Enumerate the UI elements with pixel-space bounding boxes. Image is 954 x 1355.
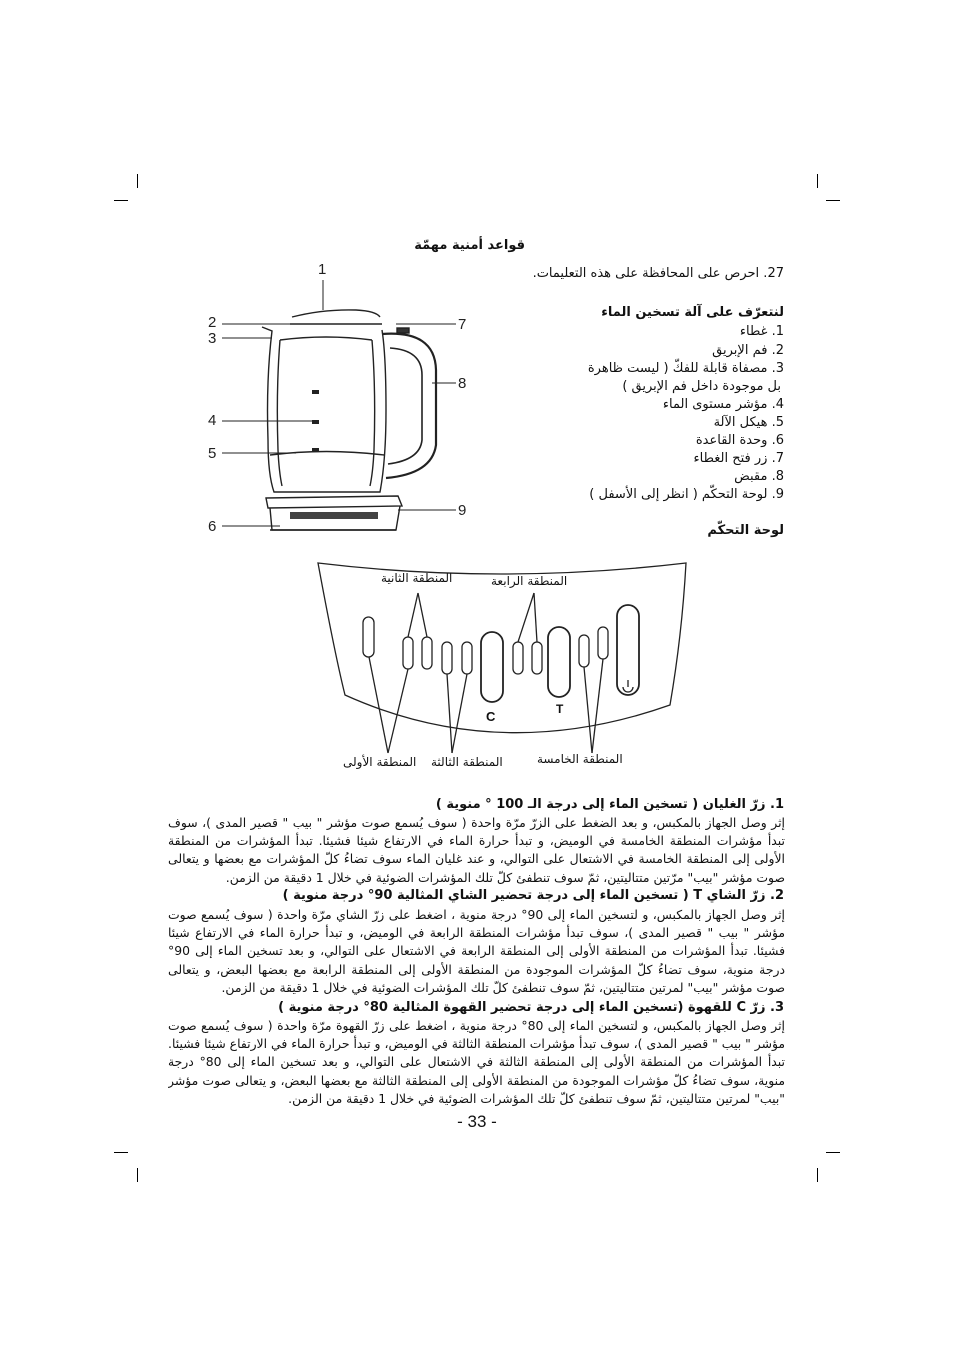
parts-line: 3. مصفاة قابلة للفكّ ( ليست ظاهرة — [587, 361, 784, 376]
zone-third-label: المنطقة الثالثة — [431, 755, 503, 769]
parts-line: 4. مؤشر مستوى الماء — [662, 397, 784, 412]
parts-line: بل موجودة داخل فم الإبريق ) — [622, 379, 781, 394]
zone-second-label: المنطقة الثانية — [381, 571, 453, 585]
crop-mark — [114, 1152, 128, 1153]
safety-item-27: 27. احرص على المحافظة على هذه التعليمات. — [532, 266, 784, 281]
parts-line: 6. وحدة القاعدة — [695, 433, 784, 448]
callout-7: 7 — [458, 316, 467, 333]
crop-mark — [137, 174, 138, 188]
parts-line: 2. فم الإبريق — [712, 343, 784, 358]
section-1-title: 1. زرّ الغليان ( تسخين الماء إلى درجة الـ 100 ° منوية ) — [435, 797, 784, 812]
callout-6: 6 — [208, 518, 217, 535]
parts-line: 8. مقبض — [734, 469, 784, 484]
callout-8: 8 — [458, 375, 467, 392]
callout-3: 3 — [208, 330, 217, 347]
parts-line: 1. غطاء — [739, 324, 784, 339]
callout-5: 5 — [208, 445, 217, 462]
kettle-illustration — [200, 260, 490, 550]
zone-first-label: المنطقة الأولى — [343, 755, 417, 769]
callout-2: 2 — [208, 314, 217, 331]
button-t-label: T — [556, 702, 564, 716]
parts-line: 9. لوحة التحكّم ( انظر إلى الأسفل ) — [589, 487, 784, 502]
crop-mark — [817, 1168, 818, 1182]
crop-mark — [114, 200, 128, 201]
page-number: - 33 - — [457, 1112, 497, 1131]
zone-fifth-label: المنطقة الخامسة — [537, 752, 623, 766]
section-1-body: إثر وصل الجهاز بالمكبس، و بعد الضغط على الزرّ مرّة واحدة ( سوف يُسمع صوت مؤشر " بيب " قصير المدى )، سوف تبدأ مؤشرات المنطقة الخامسة في الوميض، و تبدأ حرارة الماء في الارتفاع شيئا فشيئا. تبدأ المؤشرات من المنطقة الأولى إلى المنطقة الخامسة في الاشتعال على التوالي، و عند غليان الماء سوف تضاءُ كلّ المؤشرات مع بعضها و يتعالى صوت مؤشر "بيب" مرّتين متتاليتين، ثمّ سوف تنطفئ كلّ تلك المؤشرات الضوئية في خلال 1 دقيقة من الزمن. — [168, 815, 785, 885]
kettle-diagram — [200, 260, 490, 550]
section-3-body: إثر وصل الجهاز بالمكبس، و لتسخين الماء إلى 80° درجة منوية ، اضغط على زرّ القهوة مرّة واحدة ( سوف يُسمع صوت مؤشر " بيب " قصير المدى )، سوف تبدأ مؤشرات المنطقة الثالثة في الوميض، و تبدأ حرارة الماء في الارتفاع شيئا فشيئا. تبدأ المؤشرات من المنطقة الأولى إلى المنطقة الثالثة في الاشتعال على التوالي، و بعد تسخين الماء إلى 80° درجة منوية، سوف تضاءُ كلّ مؤشرات الموجودة من المنطقة الأولى إلى المنطقة الثالثة مع بعضها البعض، و يتعالى صوت مؤشر "بيب" لمرتين متتاليتين، ثمّ سوف تنطفئ كلّ تلك المؤشرات الضوئية في خلال 1 دقيقة من الزمن. — [168, 1018, 785, 1106]
zone-fourth-label: المنطقة الرابعة — [491, 574, 568, 588]
section-2-body: إثر وصل الجهاز بالمكبس، و لتسخين الماء إلى 90° درجة منوية ، اضغط على زرّ الشاي مرّة واحدة ( سوف يُسمع صوت مؤشر " بيب " قصير المدى )، سوف تبدأ مؤشرات المنطقة الرابعة في الوميض، و تبدأ حرارة الماء في الارتفاع شيئا فشيئا. تبدأ المؤشرات من المنطقة الأولى إلى المنطقة الرابعة في الاشتعال على التوالي، و بعد تسخين الماء إلى 90° درجة منوية، سوف تضاءُ كلّ المؤشرات الموجودة من المنطقة الأولى إلى المنطقة الرابعة مع بعضها البعض، و يتعالى صوت مؤشر "بيب" لمرتين متتاليتين، ثمّ سوف تنطفئ كلّ تلك المؤشرات الضوئية في خلال 1 دقيقة من الزمن. — [168, 907, 785, 995]
crop-mark — [826, 1152, 840, 1153]
crop-mark — [826, 200, 840, 201]
parts-title: لنتعرّف على آلة تسخين الماء — [601, 305, 784, 320]
callout-9: 9 — [458, 502, 467, 519]
callout-4: 4 — [208, 412, 217, 429]
callout-1: 1 — [318, 261, 327, 278]
section-3-title: 3. زرّ C للقهوة (تسخين الماء إلى درجة تحضير القهوة المثالية 80° درجة منوية ) — [278, 1000, 784, 1015]
control-panel-title: لوحة التحكّم — [707, 523, 784, 538]
crop-mark — [817, 174, 818, 188]
safety-title: قواعد أمنية مهمّة — [414, 238, 525, 253]
button-c-label: C — [486, 709, 496, 724]
crop-mark — [137, 1168, 138, 1182]
parts-line: 5. هيكل الآلة — [713, 415, 784, 430]
parts-line: 7. زر فتح الغطاء — [693, 451, 784, 466]
section-2-title: 2. زرّ الشاي T ( تسخين الماء إلى درجة تحضير الشاي المثالية 90° درجة منوية ) — [282, 888, 784, 903]
